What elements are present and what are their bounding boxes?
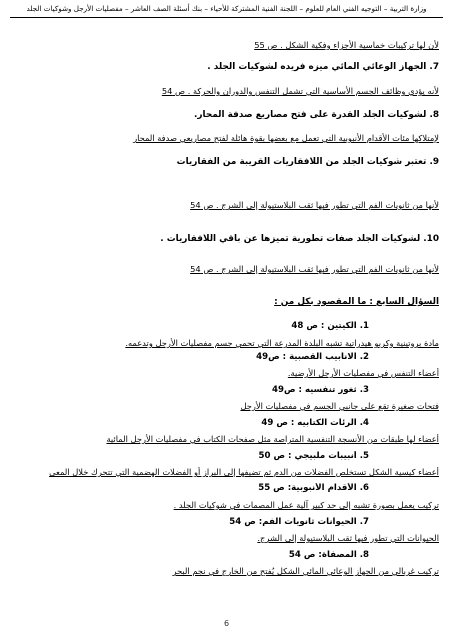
definition-line: أعضاء التنفس في مفصليات الأرجل الأرضية. <box>287 368 439 378</box>
question-line: 10. لشوكيات الجلد صفات تطورية تميزها عن باقي اللافقاريات . <box>160 234 439 244</box>
definition-line: أعضاء لها طبقات من الأنسجة التنفسية المتراصة مثل صفحات الكتاب في مفصليات الأرجل المائية <box>106 434 439 444</box>
answer-line: لأنه يؤدي وظائف الجسم الأساسية التي تشمل التنفس والدوران والحركة . ص 54 <box>161 86 439 96</box>
term-line: 3. ثغور تنفسيه : ص49 <box>272 385 369 395</box>
definition-line: فتحات صغيرة تقع على جانبي الجسم في مفصليات الأرجل <box>240 401 439 411</box>
answer-line: لإمتلاكها مئات الأقدام الأنبوبية التي تعمل مع بعضها بقوة هائلة لفتح مصاريعي صدفة المحار <box>133 133 439 143</box>
term-line: 1. الكيتين : ص 48 <box>291 321 369 331</box>
term-line: 6. الأقدام الأنبوبية: ص 55 <box>258 483 369 493</box>
definition-line: الحيوانات التي تطور فيها ثقب البلاستيولة إلى الشرج. <box>257 533 439 543</box>
question-line: 9. تعتبر شوكيات الجلد من اللافقاريات القريبة من الفقاريات <box>176 157 439 167</box>
definition-line: أعضاء كيسية الشكل تستخلص الفضلات من الدم ثم تضيفها إلى البراز أو الفضلات الهضمية التي تتحرك خلال المعى <box>49 467 439 477</box>
question-line: 7. الجهاز الوعائي المائي ميزه فريده لشوكيات الجلد . <box>207 62 439 72</box>
term-line: 5. أنبيبات ملبيجي : ص 50 <box>258 451 369 461</box>
question-line: 8. لشوكيات الجلد القدرة على فتح مصاريع صدفة المحار. <box>194 110 439 120</box>
term-line: 8. المصفاة: ص 54 <box>288 550 369 560</box>
definition-line: تركيب غربالي من الجهاز الوعائي المائي الشكل يُفتح من الخارج في نجم البحر <box>172 566 439 576</box>
section-heading: السؤال السابع : ما المقصود بكل من : <box>274 297 439 307</box>
term-line: 4. الرئات الكتابيه : ص 49 <box>261 418 369 428</box>
definition-line: تركيب يعمل بصورة تشبه إلى حد كبير آلية عمل المصمات في شوكيات الجلد . <box>173 500 439 510</box>
header-divider <box>10 17 443 18</box>
answer-line: لأنها من ثانويات الفم التي تطور فيها ثقب البلاستيولة إلى الشرج . ص 54 <box>190 200 439 210</box>
term-line: 2. الانابيب القصبية : ص49 <box>256 352 369 362</box>
answer-line: لأن لها تركيبات خماسية الأجزاء وفكية الشكل . ص 55 <box>254 40 439 50</box>
page-header: وزارة التربية – التوجيه الفني العام للعلوم – اللجنة الفنية المشتركة للأحياء – بنك أسئلة الصف العاشر – مفصليات الأرجل وشوكيات الجلد <box>26 4 427 13</box>
term-line: 7. الحيوانات ثانويات الفم: ص 54 <box>229 517 369 527</box>
definition-line: مادة بروتينية وكربو هيدراتية تشبه البلدة المدرعة التي تحمي جسم مفصليات الأرجل وتدعمه. <box>125 338 439 348</box>
page-number: 6 <box>223 619 230 628</box>
answer-line: لأنها من ثانويات الفم التي تطور فيها ثقب البلاستيولة إلى الشرج . ص 54 <box>190 264 439 274</box>
